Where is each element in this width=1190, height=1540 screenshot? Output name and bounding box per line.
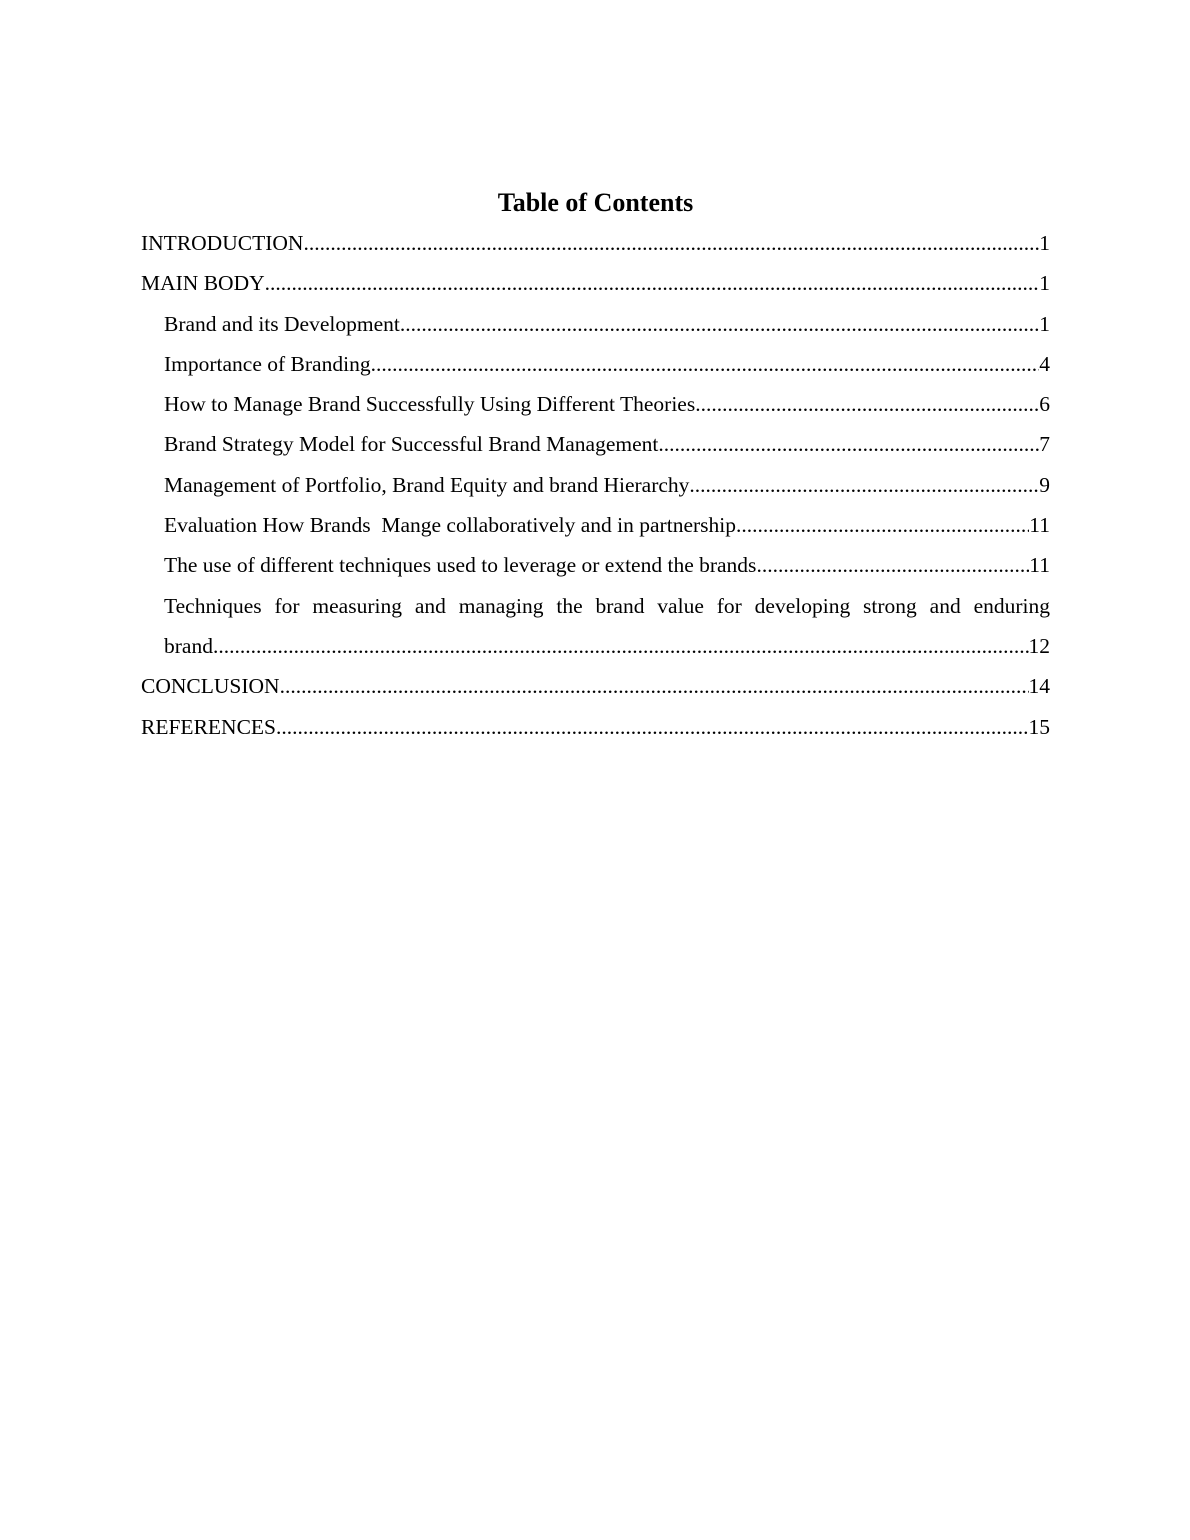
dot-leader [303, 223, 1039, 263]
toc-entry-introduction[interactable] [141, 223, 1050, 263]
toc-entry-page-number: 12 [1028, 633, 1050, 658]
toc-title: Table of Contents [497, 188, 694, 217]
toc-entry-label: Brand Strategy Model for Successful Brand Management [164, 432, 659, 457]
toc-entry-label: How to Manage Brand Successfully Using Different Theories [164, 392, 696, 417]
toc-entry-label: CONCLUSION [141, 674, 280, 699]
toc-entry-page-number: 7 [1039, 432, 1050, 457]
toc-entry-measuring-brand-value[interactable] [141, 586, 1050, 667]
table-of-contents [141, 183, 1050, 747]
toc-entry-page-number: 9 [1039, 472, 1050, 497]
toc-entry-label-line2: brand [164, 633, 213, 658]
toc-entry-label: Evaluation How Brands Mange collaboratively and in partnership [164, 513, 736, 538]
toc-entry-label-line1: Techniques for measuring and managing the brand value for developing strong and enduring [164, 593, 1050, 618]
toc-list [141, 223, 1050, 747]
toc-entry-label: INTRODUCTION [141, 231, 304, 255]
toc-entry-brand-development[interactable] [141, 304, 1050, 344]
toc-entry-page-number: 15 [1028, 714, 1050, 739]
dot-leader [280, 666, 1029, 706]
toc-entry-page-number: 14 [1028, 674, 1050, 699]
toc-entry-label: The use of different techniques used to leverage or extend the brands [164, 553, 757, 578]
toc-entry-page-number: 1 [1039, 311, 1050, 336]
toc-entry-page-number: 11 [1029, 513, 1050, 538]
toc-entry-main-body[interactable] [141, 263, 1050, 303]
toc-entry-importance-of-branding[interactable] [141, 344, 1050, 384]
toc-entry-page-number: 11 [1029, 553, 1050, 578]
toc-entry-portfolio-equity-hierarchy[interactable] [141, 465, 1050, 505]
dot-leader [265, 263, 1040, 303]
dot-leader [756, 545, 1029, 585]
toc-entry-page-number: 1 [1039, 271, 1050, 296]
toc-entry-label: Importance of Branding [164, 351, 371, 376]
dot-leader [695, 384, 1039, 424]
toc-entry-label-line2-row [164, 626, 1050, 666]
toc-entry-references[interactable] [141, 707, 1050, 747]
toc-entry-manage-brand-theories[interactable] [141, 384, 1050, 424]
toc-entry-page-number: 6 [1039, 392, 1050, 417]
dot-leader [276, 707, 1029, 747]
toc-entry-page-number: 1 [1039, 231, 1050, 255]
dot-leader [400, 304, 1039, 344]
toc-entry-label: MAIN BODY [141, 271, 265, 296]
toc-entry-leverage-extend-techniques[interactable] [141, 545, 1050, 585]
toc-entry-page-number: 4 [1039, 351, 1050, 376]
dot-leader [213, 626, 1029, 666]
toc-entry-label: Brand and its Development [164, 311, 400, 336]
toc-entry-conclusion[interactable] [141, 666, 1050, 706]
toc-entry-brand-strategy-model[interactable] [141, 424, 1050, 464]
toc-entry-label: REFERENCES [141, 714, 276, 739]
dot-leader [736, 505, 1029, 545]
toc-entry-label: Management of Portfolio, Brand Equity and brand Hierarchy [164, 472, 690, 497]
dot-leader [371, 344, 1040, 384]
dot-leader [658, 424, 1039, 464]
dot-leader [689, 465, 1039, 505]
toc-entry-evaluation-partnership[interactable] [141, 505, 1050, 545]
